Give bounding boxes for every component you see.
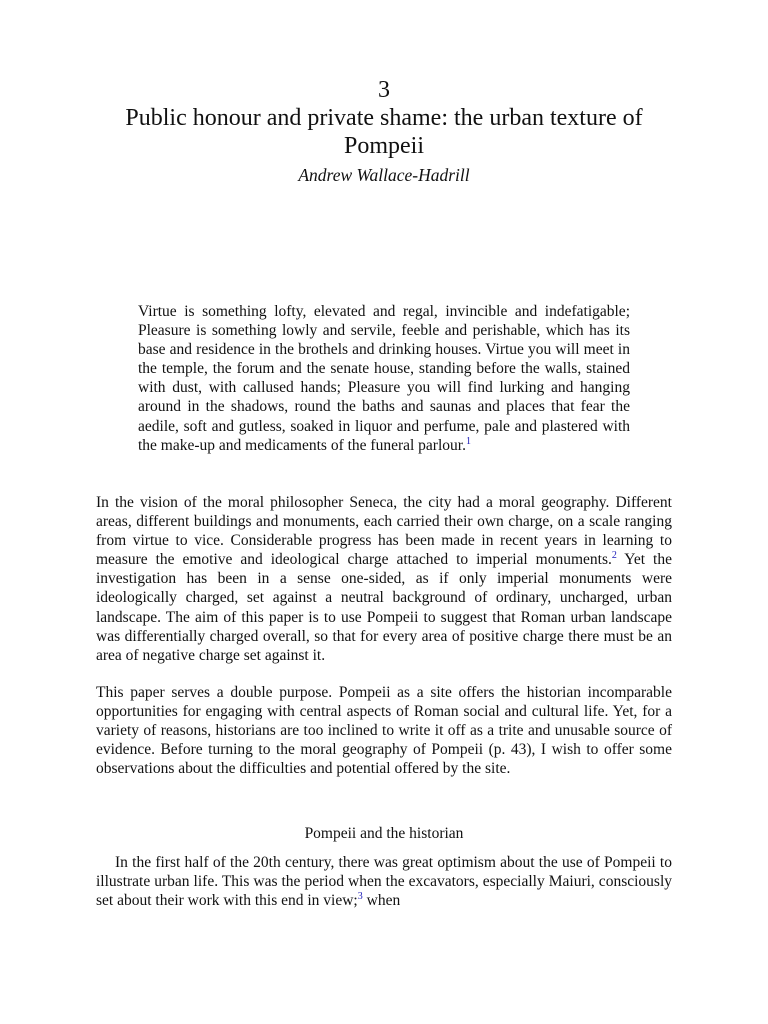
section-heading: Pompeii and the historian (304, 825, 464, 842)
epigraph-text: Virtue is something lofty, elevated and regal, invincible and indefatigable; Pleasure is something lowly and servile, feeble and perishable, which has its base and residence in the brothels and drinking houses. Virtue you will meet in the temple, the forum and the senate house, standing before the walls, stained with dust, with callused hands; Pleasure you will find lurking and hanging around in the shadows, round the baths and saunas and places that fear the aedile, soft and gutless, soaked in liquor and perfume, pale and plastered with the make-up and medicaments of the funeral parlour. (138, 303, 630, 454)
footnote-ref-1[interactable]: 1 (465, 435, 471, 447)
body-paragraph-1 (96, 493, 672, 665)
chapter-title: Public honour and private shame: the urban texture of Pompeii (125, 105, 643, 159)
chapter-author: Andrew Wallace-Hadrill (298, 165, 470, 185)
paragraph-3-text-b: when (362, 892, 401, 910)
paragraph-1-text-a: In the vision of the moral philosopher Seneca, the city had a moral geography. Different areas, different buildings and monuments, each carried their own charge, on a scale ranging from virtue to vice. Considerable progress has been made in recent years in learning to measure the emotive and ideological charge attached to imperial monuments. (96, 494, 672, 569)
footnote-ref-3[interactable]: 3 (357, 891, 363, 903)
body-paragraph-3 (96, 853, 672, 910)
footnote-ref-2[interactable]: 2 (611, 550, 617, 562)
epigraph-quote (138, 302, 630, 455)
body-paragraph-2: This paper serves a double purpose. Pompeii as a site offers the historian incomparable opportunities for engaging with central aspects of Roman social and cultural life. Yet, for a variety of reasons, historians are too inclined to write it off as a trite and unusable source of evidence. Before turning to the moral geography of Pompeii (p. 43), I wish to offer some observations about the difficulties and potential offered by the site. (96, 684, 672, 778)
paragraph-3-text-a: In the first half of the 20th century, there was great optimism about the use of Pompeii to illustrate urban life. This was the period when the excavators, especially Maiuri, consciously set about their work with this end in view; (96, 854, 672, 910)
paragraph-1-text-b: Yet the investigation has been in a sense one-sided, as if only imperial monuments were ideologically charged, set against a neutral background of ordinary, uncharged, urban landscape. The aim of this paper is to use Pompeii to suggest that Roman urban landscape was differentially charged overall, so that for every area of positive charge there must be an area of negative charge set against it. (96, 551, 672, 664)
chapter-number: 3 (378, 77, 390, 103)
